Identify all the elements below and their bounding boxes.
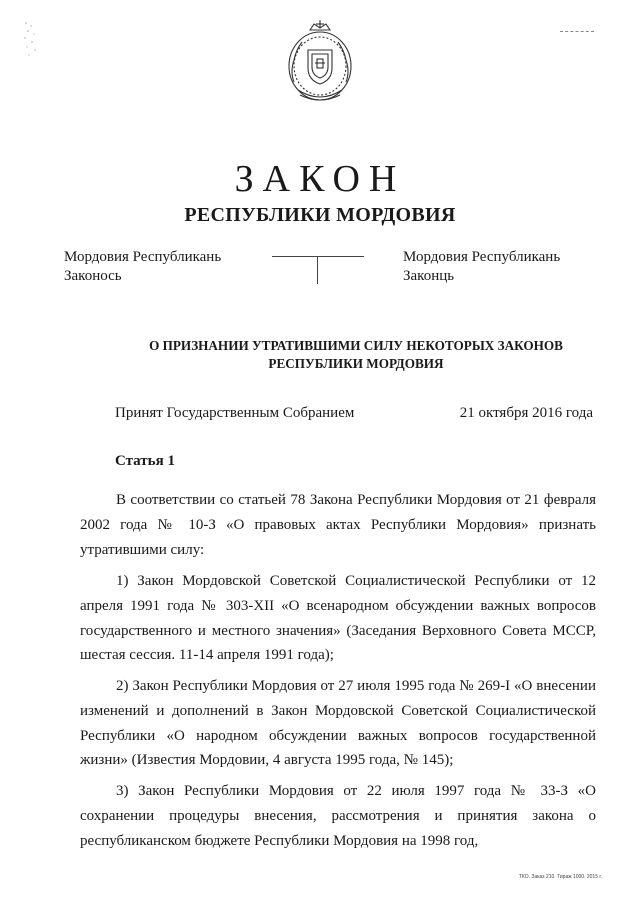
left-language-line-2: Законось <box>64 268 122 284</box>
right-language-block <box>403 248 560 286</box>
article-item-1: 1) Закон Мордовской Советской Социалистической Республики от 12 апреля 1991 года № 303-XII «О всенародном обсуждении важных вопросов государственного и местного значения» (Заседания Верховного Совета МССР, шестая сессия. 11-14 апреля 1991 года); <box>80 573 596 664</box>
right-language-line-2: Законць <box>403 268 455 284</box>
adoption-text: Принят Государственным Собранием <box>115 405 355 421</box>
header-separator-vertical <box>317 256 318 284</box>
coat-of-arms-emblem <box>284 16 356 106</box>
law-title <box>100 337 612 373</box>
left-language-block <box>64 248 221 286</box>
left-language-line-1: Мордовия Республикань <box>64 249 222 265</box>
scan-noise-marks <box>22 20 44 58</box>
article-item-3: 3) Закон Республики Мордовия от 22 июля 1997 года № 33-З «О сохранении процедуры внесения, рассмотрения и принятия закона о республиканском бюджете Республики Мордовия на 1998 год, <box>80 783 596 849</box>
article-heading: Статья 1 <box>115 453 175 469</box>
law-title-line-2: РЕСПУБЛИКИ МОРДОВИЯ <box>268 356 444 371</box>
law-title-line-1: О ПРИЗНАНИИ УТРАТИВШИМИ СИЛУ НЕКОТОРЫХ ЗАКОНОВ <box>149 338 563 353</box>
article-intro-paragraph: В соответствии со статьей 78 Закона Республики Мордовия от 21 февраля 2002 года № 10-З «О правовых актах Республики Мордовия» признать утратившими силу: <box>80 492 596 558</box>
article-item-2: 2) Закон Республики Мордовия от 27 июля 1995 года № 269-I «О внесении изменений и дополнений в Закон Мордовской Советской Социалистической Республики «О народном обсуждении важных вопросов государственной жизни» (Известия Мордовии, 4 августа 1995 года, № 145); <box>80 678 596 769</box>
document-subtitle: РЕСПУБЛИКИ МОРДОВИЯ <box>184 204 456 226</box>
scan-dash-mark <box>560 31 594 32</box>
right-language-line-1: Мордовия Республикань <box>403 249 561 265</box>
document-title: ЗАКОН <box>234 158 406 200</box>
print-footer-note: ТКО. Заказ 210. Тираж 1000. 2015 г. <box>518 874 602 880</box>
header-separator-horizontal <box>272 256 364 257</box>
adoption-date: 21 октября 2016 года <box>459 405 593 421</box>
